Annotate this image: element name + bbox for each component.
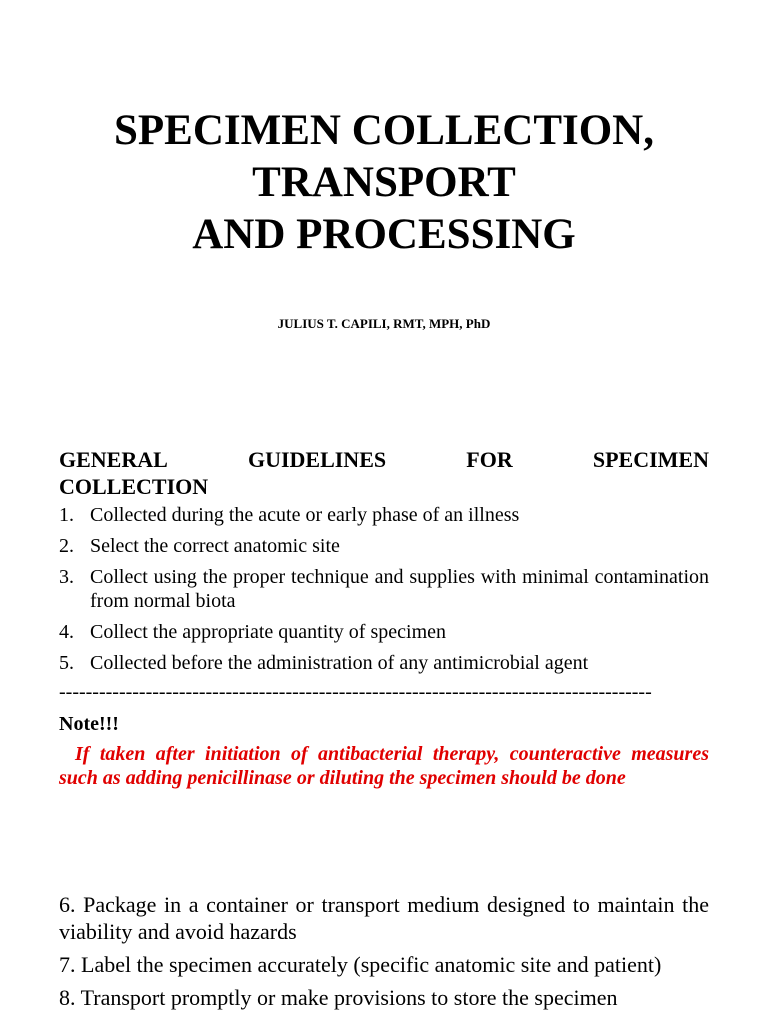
note-text: If taken after initiation of antibacterial therapy, counteractive measures such as adding penicillinase or diluting the specimen should be done	[59, 743, 709, 789]
continued-list	[59, 891, 709, 1017]
list-item	[59, 534, 709, 558]
list-item-text: Select the correct anatomic site	[90, 535, 340, 557]
list-item-text: 6. Package in a container or transport medium designed to maintain the viability and avoid hazards	[59, 892, 709, 944]
section-heading-line-1	[59, 446, 709, 473]
list-item-number: 5.	[59, 652, 74, 674]
list-item-number: 4.	[59, 621, 74, 643]
guidelines-list	[59, 503, 709, 675]
list-item-text: Collect the appropriate quantity of specimen	[90, 621, 446, 643]
list-item-number: 1.	[59, 504, 74, 526]
heading-word: FOR	[466, 447, 513, 472]
title-line-2: TRANSPORT	[252, 159, 516, 206]
title-line-1: SPECIMEN COLLECTION,	[114, 107, 654, 154]
heading-word: GENERAL	[59, 447, 168, 472]
list-item-text: Collected during the acute or early phase of an illness	[90, 504, 520, 526]
list-item	[59, 651, 709, 675]
guidelines-section	[59, 446, 709, 790]
section-heading	[59, 446, 709, 500]
section-heading-line-2: COLLECTION	[59, 474, 209, 499]
note-label: Note!!!	[59, 713, 119, 735]
heading-word: GUIDELINES	[247, 447, 387, 472]
list-item	[59, 503, 709, 527]
list-item-text: 7. Label the specimen accurately (specific anatomic site and patient)	[59, 952, 662, 977]
heading-word: SPECIMEN	[592, 447, 709, 472]
list-item	[59, 565, 709, 613]
list-item-number: 2.	[59, 535, 74, 557]
list-item-text: 8. Transport promptly or make provisions to store the specimen	[59, 985, 618, 1010]
list-item-text: Collected before the administration of any antimicrobial agent	[90, 652, 589, 674]
title-line-3: AND PROCESSING	[192, 211, 576, 258]
author-line: JULIUS T. CAPILI, RMT, MPH, PhD	[277, 316, 491, 331]
list-item	[59, 620, 709, 644]
list-item-text: Collect using the proper technique and supplies with minimal contamination from normal biota	[90, 566, 709, 612]
document-title	[0, 105, 768, 261]
dashed-divider: -----------------------------------------------------------------------------------------	[59, 682, 652, 702]
list-item-number: 3.	[59, 566, 74, 588]
